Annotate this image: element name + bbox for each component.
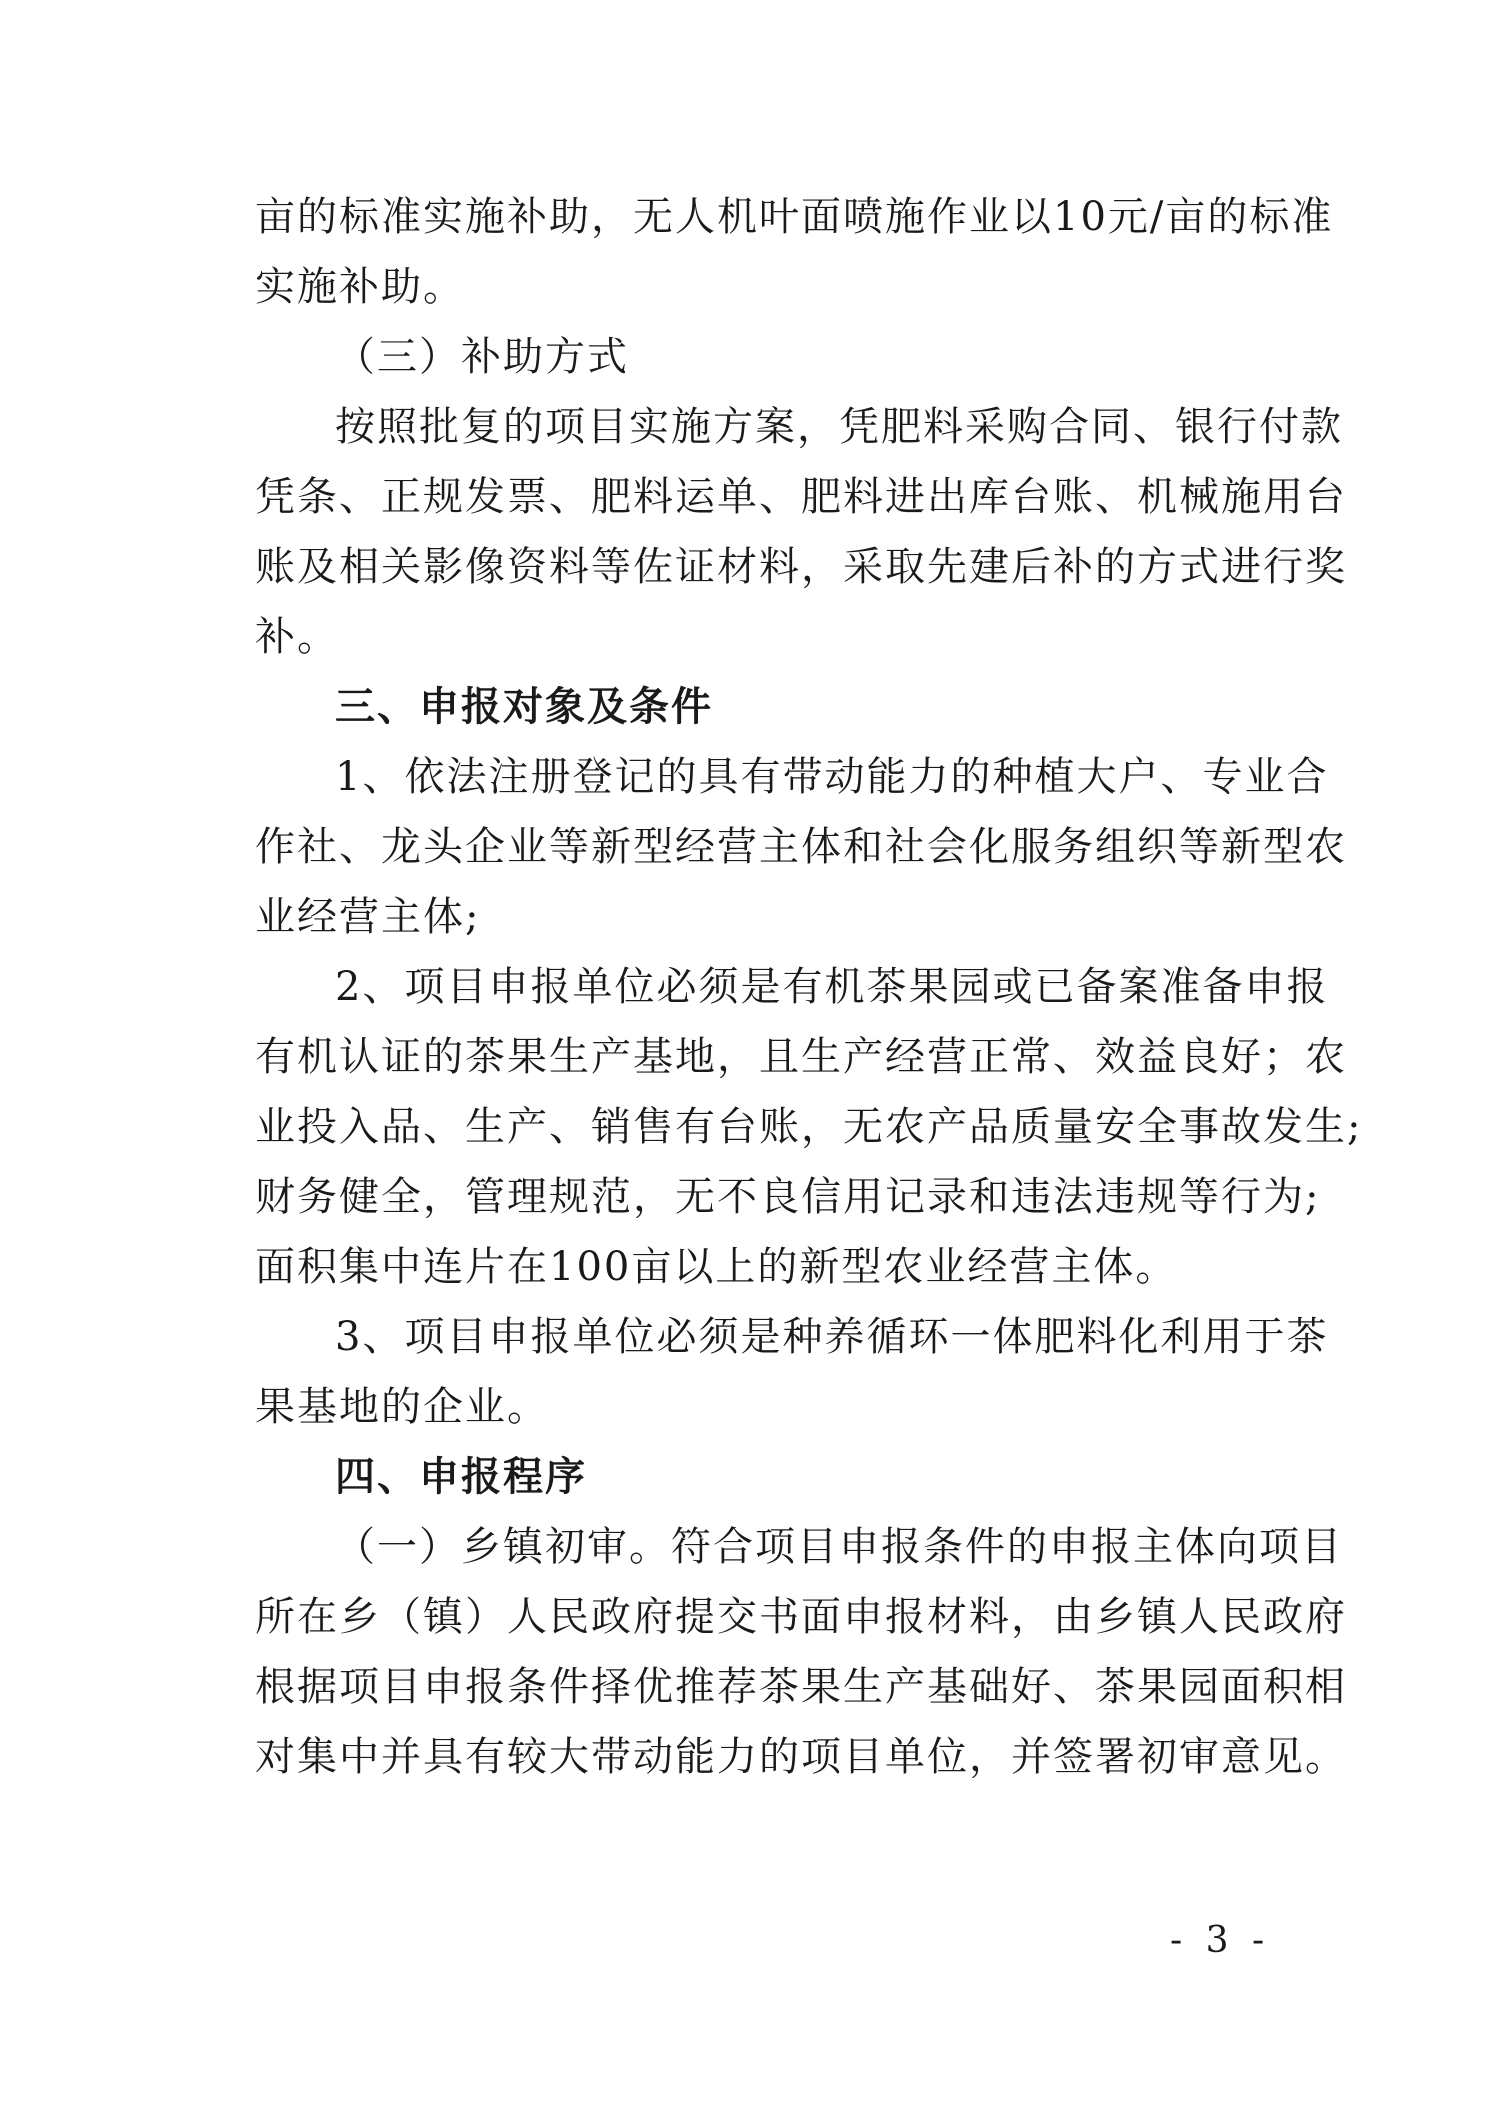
paragraph-line: 实施补助。 — [255, 264, 465, 310]
paragraph-line: 凭条、正规发票、肥料运单、肥料进出库台账、机械施用台 — [255, 474, 1347, 520]
paragraph-line: 账及相关影像资料等佐证材料，采取先建后补的方式进行奖 — [255, 544, 1347, 590]
paragraph-line: 3、项目申报单位必须是种养循环一体肥料化利用于茶 — [335, 1314, 1329, 1360]
paragraph-line: （一）乡镇初审。符合项目申报条件的申报主体向项目 — [335, 1524, 1343, 1570]
paragraph-line: 根据项目申报条件择优推荐茶果生产基础好、茶果园面积相 — [255, 1664, 1347, 1710]
paragraph-line: 补。 — [255, 614, 339, 660]
subsection-heading: （三）补助方式 — [335, 334, 629, 380]
paragraph-line: 2、项目申报单位必须是有机茶果园或已备案准备申报 — [335, 964, 1329, 1010]
section-heading: 四、申报程序 — [335, 1454, 587, 1500]
paragraph-line: 所在乡（镇）人民政府提交书面申报材料，由乡镇人民政府 — [255, 1594, 1347, 1640]
paragraph-line: 果基地的企业。 — [255, 1384, 549, 1430]
paragraph-line: 面积集中连片在100亩以上的新型农业经营主体。 — [255, 1244, 1178, 1290]
paragraph-line: 按照批复的项目实施方案，凭肥料采购合同、银行付款 — [335, 404, 1343, 450]
paragraph-line: 作社、龙头企业等新型经营主体和社会化服务组织等新型农 — [255, 824, 1347, 870]
page-number: - 3 - — [1170, 1920, 1271, 1961]
paragraph-line: 有机认证的茶果生产基地，且生产经营正常、效益良好；农 — [255, 1034, 1347, 1080]
section-heading: 三、申报对象及条件 — [335, 684, 713, 730]
paragraph-line: 1、依法注册登记的具有带动能力的种植大户、专业合 — [335, 754, 1329, 800]
document-body — [255, 182, 1363, 1792]
paragraph-line: 业投入品、生产、销售有台账，无农产品质量安全事故发生; — [255, 1104, 1363, 1150]
paragraph-line: 亩的标准实施补助，无人机叶面喷施作业以10元/亩的标准 — [255, 194, 1334, 240]
paragraph-line: 业经营主体; — [255, 894, 481, 940]
paragraph-line: 财务健全，管理规范，无不良信用记录和违法违规等行为; — [255, 1174, 1321, 1220]
paragraph-line: 对集中并具有较大带动能力的项目单位，并签署初审意见。 — [255, 1734, 1347, 1780]
